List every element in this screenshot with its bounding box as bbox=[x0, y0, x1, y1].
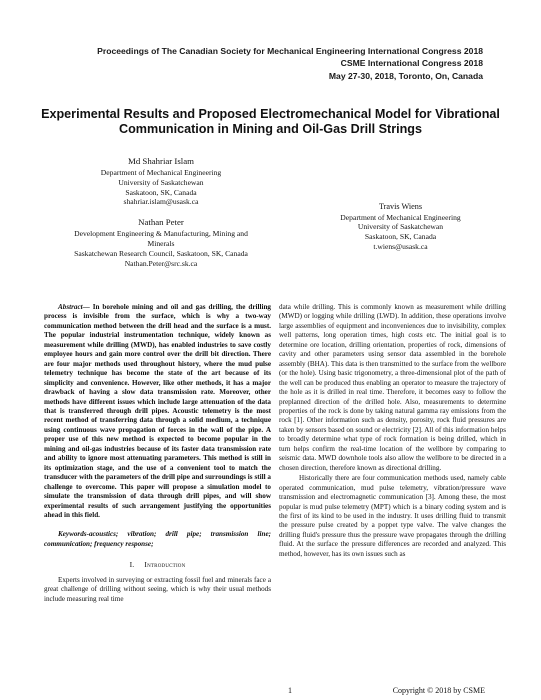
author-name-2: Nathan Peter bbox=[138, 217, 184, 228]
author-3-dept: Department of Mechanical Engineering bbox=[340, 212, 461, 222]
author-3-university: University of Saskatchewan bbox=[357, 222, 444, 232]
keywords-paragraph bbox=[44, 530, 271, 549]
author-block-left bbox=[36, 155, 286, 268]
copyright-notice: Copyright © 2018 by CSME bbox=[392, 686, 485, 695]
section-number: I. bbox=[129, 560, 135, 570]
author-2-org: Saskatchewan Research Council, Saskatoon, SK, Canada bbox=[74, 248, 248, 258]
author-1-location: Saskatoon, SK, Canada bbox=[125, 187, 197, 197]
author-2-dept: Development Engineering & Manufacturing, Mining and bbox=[74, 229, 248, 239]
title-line-2: Communication in Mining and Oil-Gas Drill Strings bbox=[119, 122, 422, 137]
left-column bbox=[44, 303, 271, 604]
author-name-3: Travis Wiens bbox=[378, 202, 423, 211]
keywords-label: Keywords-acoustics; bbox=[58, 530, 119, 539]
author-1-dept: Department of Mechanical Engineering bbox=[100, 168, 222, 177]
proceedings-header bbox=[43, 45, 483, 82]
abstract-paragraph bbox=[44, 303, 271, 520]
author-3-location: Saskatoon, SK, Canada bbox=[364, 232, 437, 242]
right-column bbox=[279, 303, 506, 559]
intro-paragraph: Experts involved in surveying or extracting fossil fuel and minerals face a great challenge of drilling without seeing, which is why their usual methods include measuring real time bbox=[44, 575, 271, 603]
author-1-university: University of Saskatchewan bbox=[118, 177, 204, 187]
abstract-label: Abstract— bbox=[58, 303, 90, 311]
author-1-email: shahriar.islam@usask.ca bbox=[123, 197, 199, 207]
author-3-email: t.wiens@usask.ca bbox=[373, 241, 428, 251]
keywords-text: vibration; drill pipe; transmission line; communication; frequency response; bbox=[44, 530, 271, 548]
section-title: Introduction bbox=[144, 560, 186, 570]
body-paragraph-1: data while drilling. This is commonly known as measurement while drilling (MWD) or logging while drilling (LWD). In addition, these operations involve large assemblies of equipment and inconveniences due to invisibility, complex well patterns, long operation times, high costs etc. The initial goal is to determine ore location, drilling orientation, properties of rock, dimensions of cavity and other parameters using sensor data assembled in the borehole assembly (BHA). This data is then transmitted to the surface from the wellbore (or the hole). Using basic trigonometry, a three-dimensional plot of the path of the well can be produced thus enabling an operator to measure the trajectory of the hole as it is drilled in real time. Therefore, it becomes easy to follow the preplanned direction of the drilled hole. Also, measurements to determine properties of the rock is done by taking natural gamma ray emissions from the rock [1]. Other information such as density, porosity, rock fluid pressures are taken by sensors based on sound or electricity [2]. All of this information helps to broadly determine what type of rock formation is being drilled, which in turn helps confirm the real-time location of the wellbore by comparing to seismic data. MWD downhole tools also allow the wellbore to be directed in a chosen direction, therefore known as directional drilling. bbox=[279, 303, 506, 472]
header-line-1: Proceedings of The Canadian Society for Mechanical Engineering International Congress 2018 bbox=[97, 46, 483, 56]
body-paragraph-2: Historically there are four communication methods used, namely cable operated communication, mud pulse telemetry, vibration/pressure wave transmission and electromagnetic communication [3]. Among these, the most popular is mud pulse telemetry (MPT) which is a binary coding system and is the first of its kind to be used in the industry. It uses drilling fluid to transmit the pressure pulse created by a poppet type valve. The valve changes the drilling fluid's pressure thus the pressure wave propagates through the drilling fluid. At the surface the pressure differences are recorded and analyzed. This method, however, has its own issues such as bbox=[279, 474, 506, 558]
paper-title bbox=[36, 107, 505, 138]
author-2-dept-cont: Minerals bbox=[147, 238, 175, 248]
author-2-email: Nathan.Peter@src.sk.ca bbox=[124, 258, 198, 268]
header-line-2: CSME International Congress 2018 bbox=[340, 58, 483, 69]
author-name-1: Md Shahriar Islam bbox=[128, 156, 194, 166]
header-line-3: May 27-30, 2018, Toronto, On, Canada bbox=[328, 70, 483, 81]
author-gap bbox=[36, 207, 286, 216]
title-line-1: Experimental Results and Proposed Electromechanical Model for Vibrational bbox=[41, 107, 500, 121]
page-number: 1 bbox=[288, 686, 292, 695]
abstract-text: In borehole mining and oil and gas drilling, the drilling process is invisible from the surface, which is why a two-way communication method between the drill head and the surface is a must. The popular industrial instrumentation technique, widely known as measurement while drilling (MWD), has enabled industries to save costly employee hours and gain more control over the drill bit direction. There are four major methods used throughout history, where the mud pulse telemetry technique has become the state of the art because of its simplicity and convenience. However, like other methods, it has a major drawback of having a slow data transmission rate. Moreover, other methods have different issues which include large attenuation of the data that is transferred through drill pipes. Acoustic telemetry is the most recent method of transferring data through a solid medium, a technique using continuous wave propagation of forces in the wall of the pipe. A proper use of this new method is expected to become popular in the mining and oil-gas industries because of its faster data transmission rate and ability to ignore most attenuating parameters. This method is still in its optimization stage, and the use of a convenient tool to match the transducer with the parameters of the drill pipe and surroundings is still a challenge to overcome. This paper will propose a simulation model to simulate the transmission of data through drill pipes, and will show experimental results of such arrangement justifying the opportunities ahead in this field. bbox=[44, 303, 271, 519]
section-heading-introduction bbox=[44, 560, 271, 569]
author-block-right bbox=[296, 202, 505, 252]
